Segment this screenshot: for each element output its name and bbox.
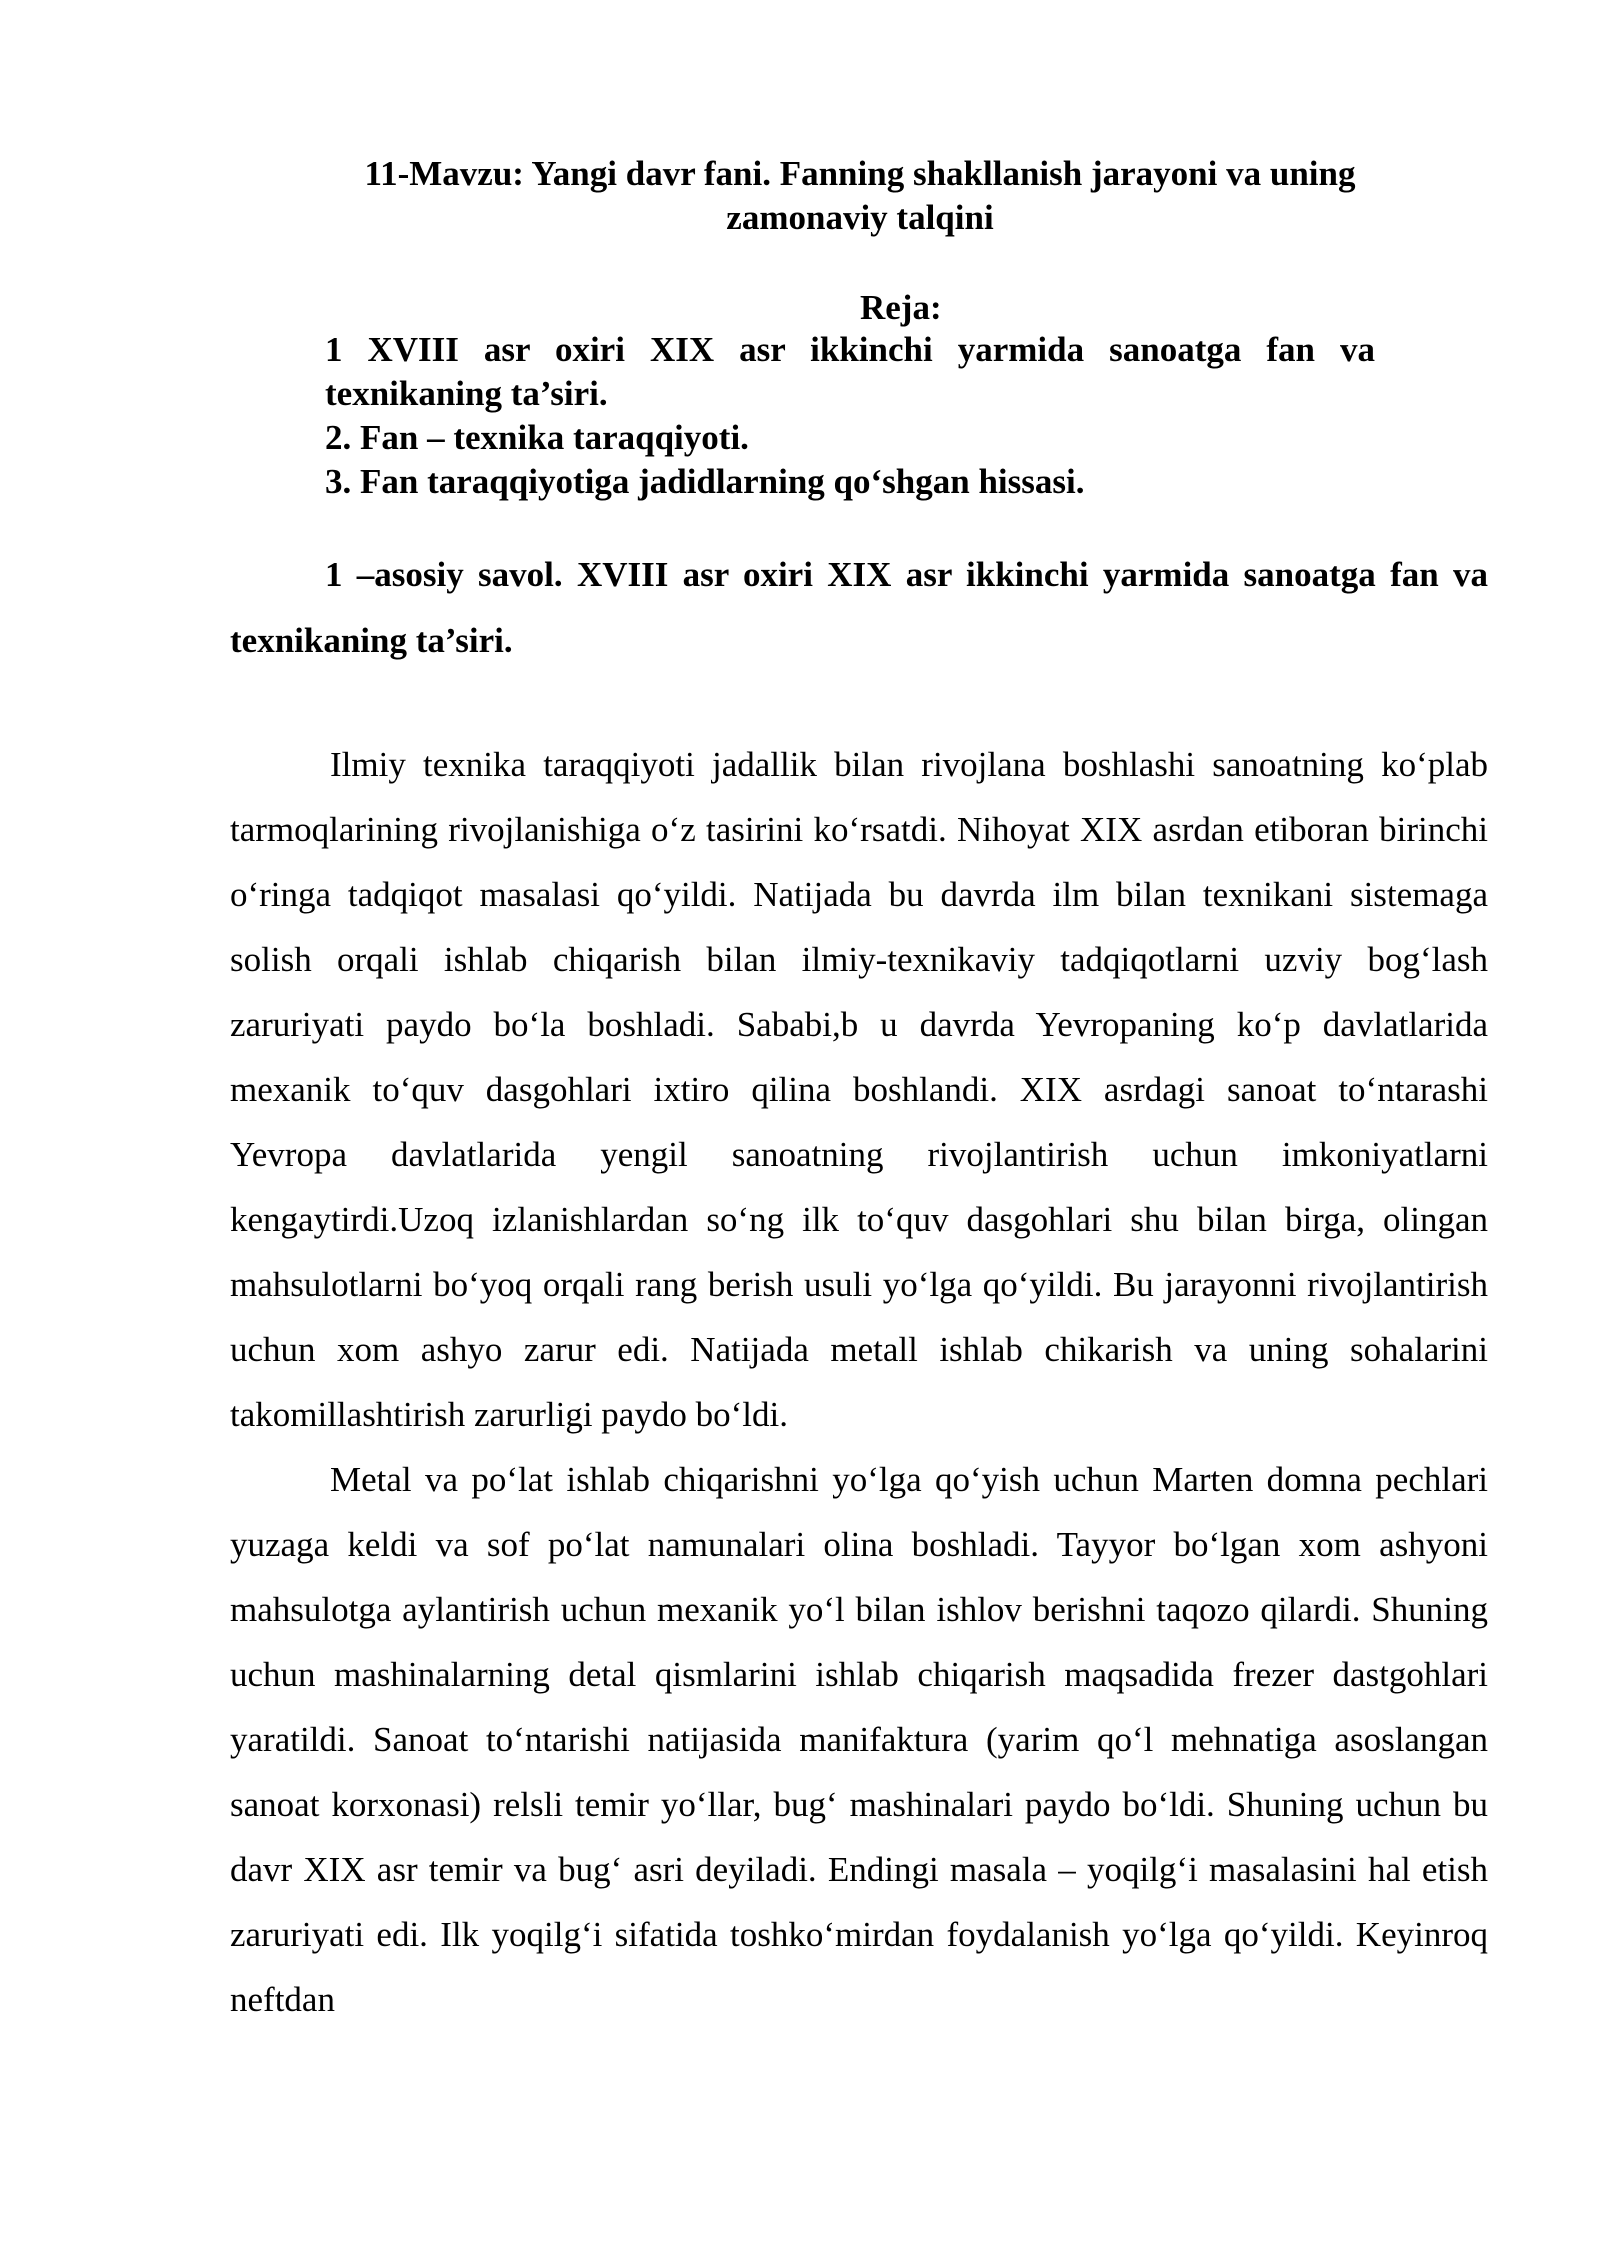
paragraph-1: Ilmiy texnika taraqqiyoti jadallik bilan rivojlana boshlashi sanoatning ko‘plab tarmoqlarining rivojlanishiga o‘z tasirini ko‘rsatdi. Nihoyat XIX asrdan etiboran birinchi o‘ringa tadqiqot masalasi qo‘yildi. Natijada bu davrda ilm bilan texnikani sistemaga solish orqali ishlab chiqarish bilan ilmiy-texnikaviy tadqiqotlarni uzviy bog‘lash zaruriyati paydo bo‘la boshladi. Sababi,b u davrda Yevropaning ko‘p davlatlarida mexanik to‘quv dasgohlari ixtiro qilina boshlandi. XIX asrdagi sanoat to‘ntarashi Yevropa davlatlarida yengil sanoatning rivojlantirish uchun imkoniyatlarni kengaytirdi.Uzoq izlanishlardan so‘ng ilk to‘quv dasgohlari shu bilan birga, olingan mahsulotlarni bo‘yoq orqali rang berish usuli yo‘lga qo‘yildi. Bu jarayonni rivojlantirish uchun xom ashyo zarur edi. Natijada metall ishlab chikarish va uning sohalarini takomillashtirish zarurligi paydo bo‘ldi.	[230, 745, 1488, 1434]
plan-list	[325, 328, 1375, 504]
body-text	[230, 732, 1488, 2032]
plan-heading: Reja:	[860, 288, 942, 327]
title-line-2: zamonaviy talqini	[726, 198, 994, 237]
plan-item-1: 1 XVIII asr oxiri XIX asr ikkinchi yarmida sanoatga fan va texnikaning ta’siri.	[325, 330, 1375, 413]
plan-item-2: 2. Fan – texnika taraqqiyoti.	[325, 418, 749, 457]
paragraph-2: Metal va po‘lat ishlab chiqarishni yo‘lga qo‘yish uchun Marten domna pechlari yuzaga keldi va sof po‘lat namunalari olina boshladi. Tayyor bo‘lgan xom ashyoni mahsulotga aylantirish uchun mexanik yo‘l bilan ishlov berishni taqozo qilardi. Shuning uchun mashinalarning detal qismlarini ishlab chiqarish maqsadida frezer dastgohlari yaratildi. Sanoat to‘ntarishi natijasida manifaktura (yarim qo‘l mehnatiga asoslangan sanoat korxonasi) relsli temir yo‘llar, bug‘ mashinalari paydo bo‘ldi. Shuning uchun bu davr XIX asr temir va bug‘ asri deyiladi. Endingi masala – yoqilg‘i masalasini hal etish zaruriyati edi. Ilk yoqilg‘i sifatida toshko‘mirdan foydalanish yo‘lga qo‘yildi. Keyinroq neftdan	[230, 1460, 1488, 2019]
plan-item-3: 3. Fan taraqqiyotiga jadidlarning qo‘shgan hissasi.	[325, 462, 1085, 501]
page-title	[260, 152, 1460, 240]
title-line-1: 11-Mavzu: Yangi davr fani. Fanning shakllanish jarayoni va uning	[364, 154, 1356, 193]
section-question-heading: 1 –asosiy savol. XVIII asr oxiri XIX asr ikkinchi yarmida sanoatga fan va texnikaning ta’siri.	[230, 555, 1488, 660]
